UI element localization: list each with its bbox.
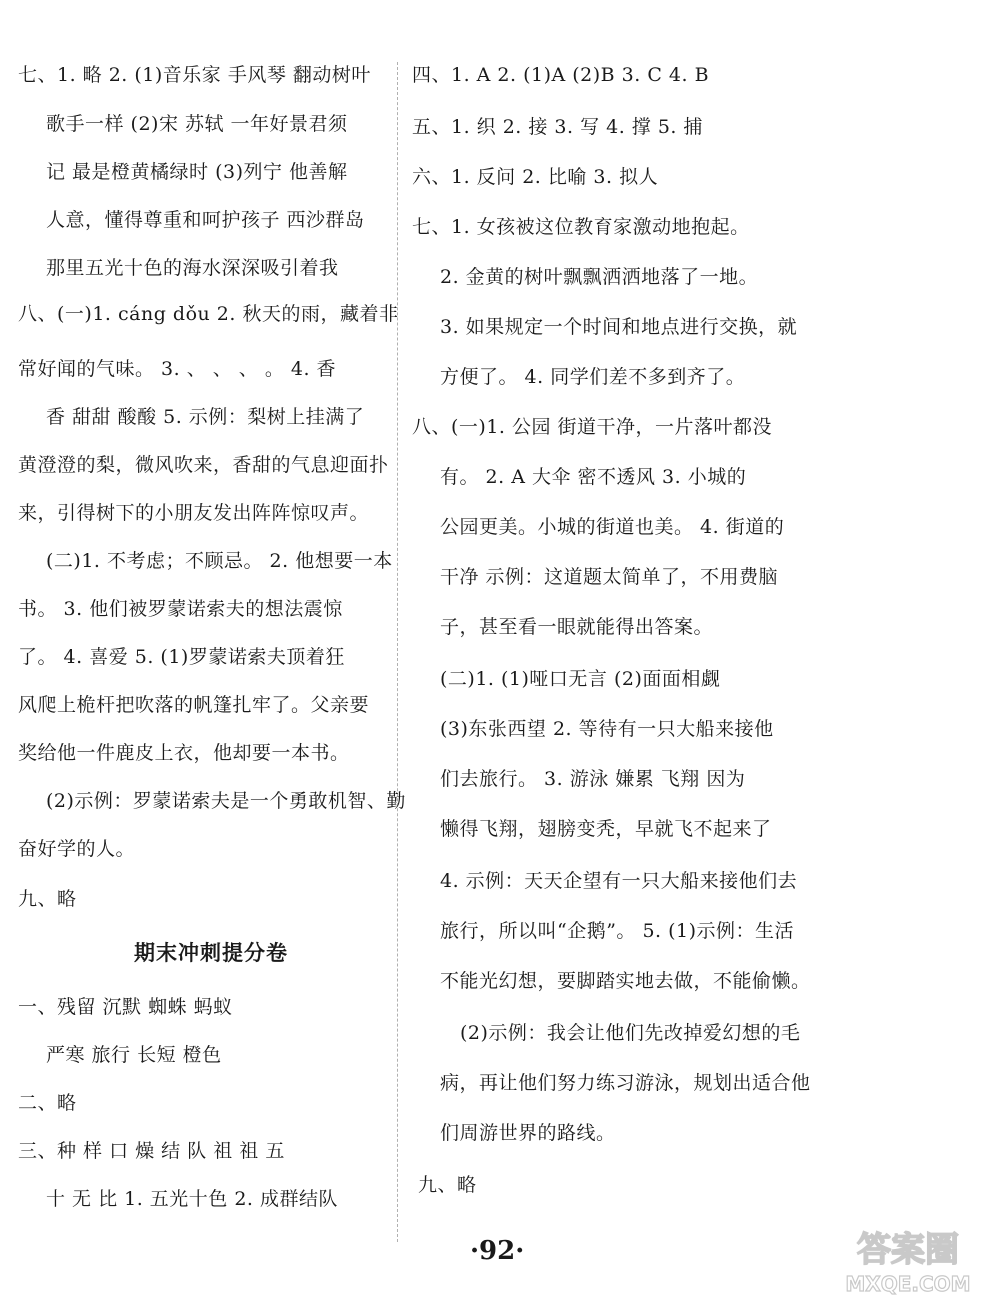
- text-line: 奖给他一件鹿皮上衣，他却要一本书。: [18, 742, 350, 764]
- text-line: (2)示例：我会让他们先改掉爱幻想的毛: [460, 1022, 801, 1044]
- text-line: 常好闻的气味。 3. 、 、 、 。 4. 香: [18, 358, 337, 380]
- text-line: 十 无 比 1. 五光十色 2. 成群结队: [46, 1188, 338, 1210]
- text-line: 们周游世界的路线。: [440, 1122, 616, 1144]
- text-line: 们去旅行。 3. 游泳 嫌累 飞翔 因为: [440, 768, 746, 790]
- text-line: (3)东张西望 2. 等待有一只大船来接他: [440, 718, 774, 740]
- text-line: 了。 4. 喜爱 5. (1)罗蒙诺索夫顶着狂: [18, 646, 345, 668]
- column-divider: [397, 62, 398, 1242]
- text-line: 3. 如果规定一个时间和地点进行交换，就: [440, 316, 798, 338]
- text-line: 香 甜甜 酸酸 5. 示例：梨树上挂满了: [46, 406, 365, 428]
- page-number: ·92·: [470, 1236, 525, 1266]
- text-line: 懒得飞翔，翅膀变秃，早就飞不起来了: [440, 818, 772, 840]
- text-line: 病，再让他们努力练习游泳，规划出适合他: [440, 1072, 811, 1094]
- text-line: 四、1. A 2. (1)A (2)B 3. C 4. B: [412, 64, 710, 86]
- text-line: 干净 示例：这道题太简单了，不用费脑: [440, 566, 779, 588]
- text-line: 五、1. 织 2. 接 3. 写 4. 撑 5. 捕: [412, 116, 703, 138]
- section-title: 期末冲刺提分卷: [134, 941, 288, 965]
- text-line: 三、种 样 口 燥 结 队 祖 祖 五: [18, 1140, 285, 1162]
- text-line: 二、略: [18, 1092, 77, 1114]
- text-line: 人意，懂得尊重和呵护孩子 西沙群岛: [46, 209, 365, 231]
- text-line: (二)1. 不考虑；不顾忌。 2. 他想要一本: [46, 550, 393, 572]
- text-line: 有。 2. A 大伞 密不透风 3. 小城的: [440, 466, 747, 488]
- text-line: 4. 示例：天天企望有一只大船来接他们去: [440, 870, 798, 892]
- text-line: (2)示例：罗蒙诺索夫是一个勇敢机智、勤: [46, 790, 406, 812]
- text-line: 公园更美。小城的街道也美。 4. 街道的: [440, 516, 785, 538]
- text-line: 子，甚至看一眼就能得出答案。: [440, 616, 714, 638]
- text-line: 九、略: [18, 888, 77, 910]
- text-line: 七、1. 女孩被这位教育家激动地抱起。: [412, 216, 750, 238]
- text-line: 歌手一样 (2)宋 苏轼 一年好景君须: [46, 113, 348, 135]
- text-line: 风爬上桅杆把吹落的帆篷扎牢了。父亲要: [18, 694, 370, 716]
- text-line: 方便了。 4. 同学们差不多到齐了。: [440, 366, 746, 388]
- text-line: 书。 3. 他们被罗蒙诺索夫的想法震惊: [18, 598, 343, 620]
- watermark-url: MXQE.COM: [845, 1272, 971, 1296]
- text-line: 来，引得树下的小朋友发出阵阵惊叹声。: [18, 502, 370, 524]
- text-line: 九、略: [418, 1174, 477, 1196]
- text-line: (二)1. (1)哑口无言 (2)面面相觑: [440, 668, 721, 690]
- text-line: 记 最是橙黄橘绿时 (3)列宁 他善解: [46, 161, 348, 183]
- text-line: 七、1. 略 2. (1)音乐家 手风琴 翻动树叶: [18, 64, 371, 86]
- text-line: 2. 金黄的树叶飘飘洒洒地落了一地。: [440, 266, 759, 288]
- watermark-logo: [828, 1221, 988, 1299]
- text-line: 六、1. 反问 2. 比喻 3. 拟人: [412, 166, 659, 188]
- text-line: 严寒 旅行 长短 橙色: [46, 1044, 222, 1066]
- text-line: 八、(一)1. 公园 街道干净，一片落叶都没: [412, 416, 773, 438]
- text-line: 旅行，所以叫“企鹅”。 5. (1)示例：生活: [440, 920, 795, 942]
- text-line: 黄澄澄的梨，微风吹来，香甜的气息迎面扑: [18, 454, 389, 476]
- text-line: 不能光幻想，要脚踏实地去做，不能偷懒。: [440, 970, 811, 992]
- text-line: 奋好学的人。: [18, 838, 136, 860]
- watermark-text: 答案圈: [857, 1230, 959, 1270]
- text-line: 那里五光十色的海水深深吸引着我: [46, 257, 339, 279]
- text-line: 八、(一)1. cáng dǒu 2. 秋天的雨，藏着非: [18, 303, 399, 325]
- text-line: 一、残留 沉默 蜘蛛 蚂蚁: [18, 996, 233, 1018]
